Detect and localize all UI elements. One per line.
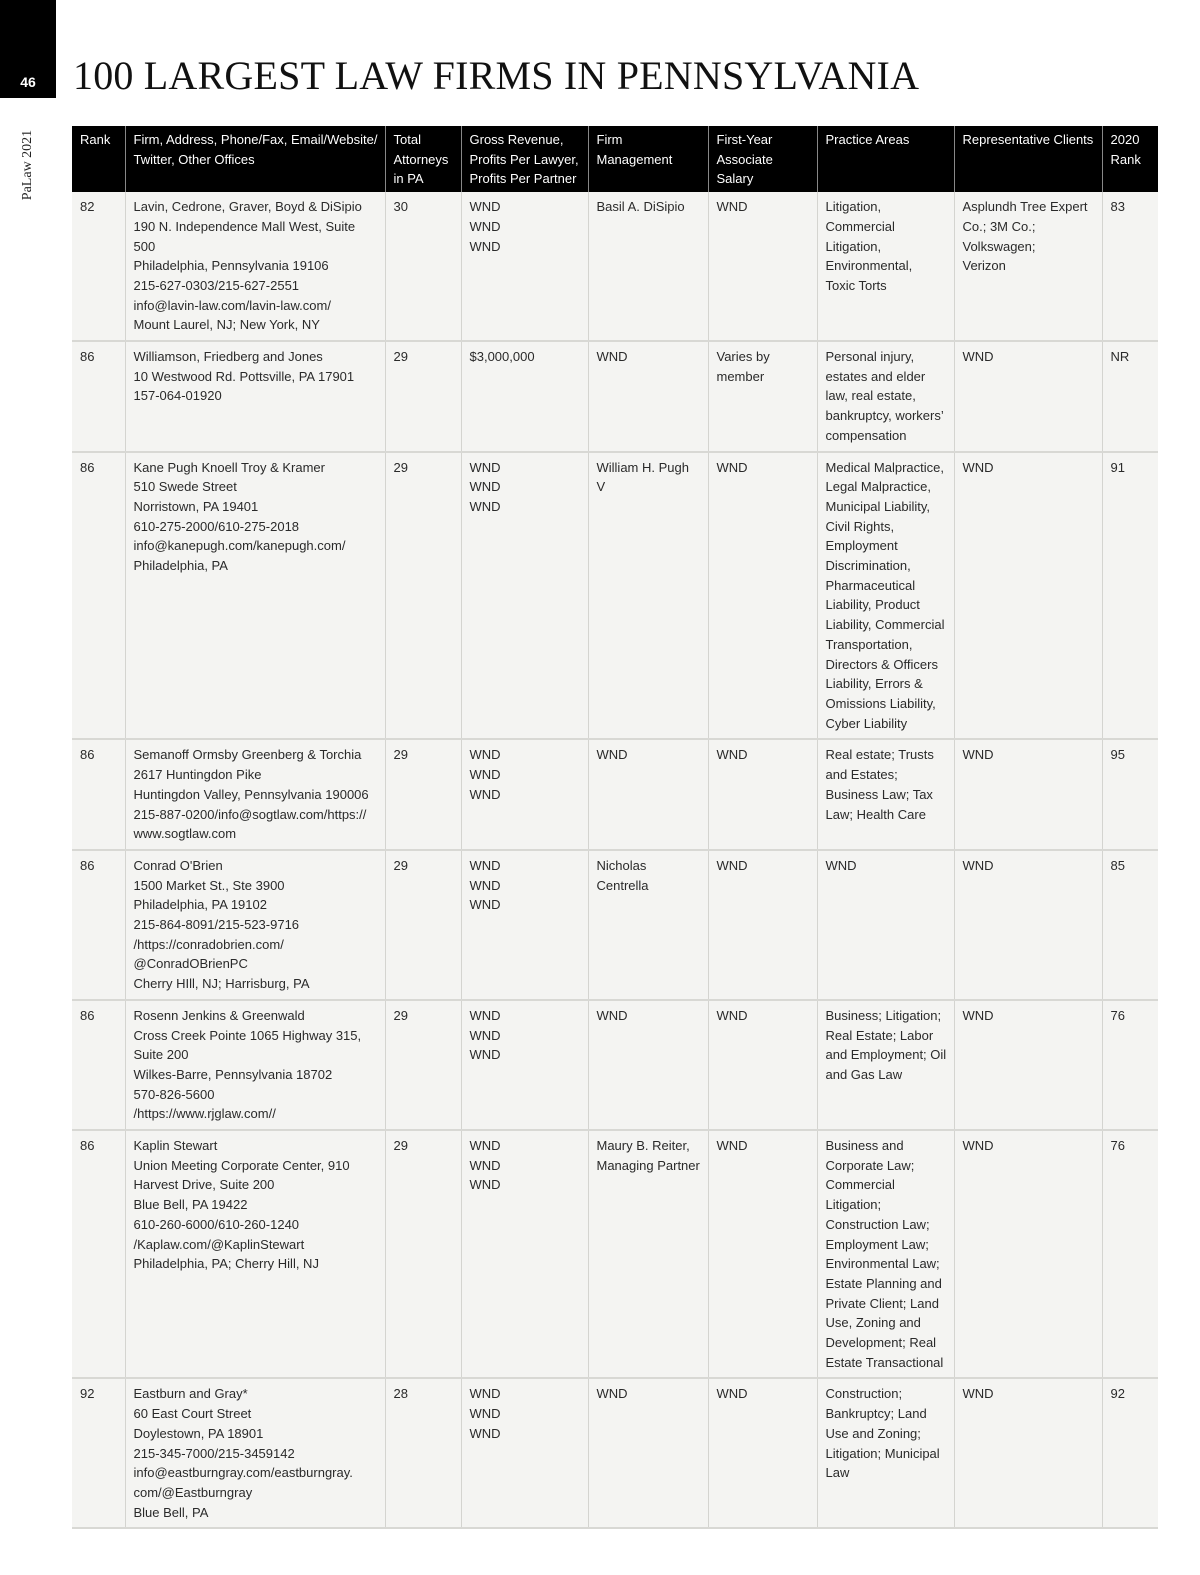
table-row <box>72 452 1158 740</box>
cell-firm: Lavin, Cedrone, Graver, Boyd & DiSipio 190 N. Independence Mall West, Suite 500 Philadelphia, Pennsylvania 19106 215-627-0303/215-627-2551 info@lavin-law.com/lavin-law.com/ Mount Laurel, NJ; New York, NY <box>125 192 385 341</box>
publication-side-label: PaLaw 2021 <box>20 129 35 201</box>
cell-rank2020: 76 <box>1102 1130 1158 1378</box>
column-header-revenue <box>461 126 588 192</box>
column-header-management <box>588 126 708 192</box>
cell-revenue: WND WND WND <box>461 452 588 740</box>
cell-salary: WND <box>708 850 817 1000</box>
cell-practice: Litigation, Commercial Litigation, Environmental, Toxic Torts <box>817 192 954 341</box>
cell-revenue: WND WND WND <box>461 1130 588 1378</box>
cell-firm: Kaplin Stewart Union Meeting Corporate Center, 910 Harvest Drive, Suite 200 Blue Bell, PA 19422 610-260-6000/610-260-1240 /Kaplaw.com/@KaplinStewart Philadelphia, PA; Cherry Hill, NJ <box>125 1130 385 1378</box>
column-header-line: Practice Areas <box>825 132 910 147</box>
cell-rank: 92 <box>72 1378 125 1528</box>
cell-revenue: WND WND WND <box>461 192 588 341</box>
table-row <box>72 1000 1158 1130</box>
cell-clients: WND <box>954 452 1102 740</box>
cell-rank: 86 <box>72 1130 125 1378</box>
column-header-line: Total <box>393 132 421 147</box>
cell-firm: Eastburn and Gray* 60 East Court Street Doylestown, PA 18901 215-345-7000/215-3459142 info@eastburngray.com/eastburngray. com/@Eastburngray Blue Bell, PA <box>125 1378 385 1528</box>
table-row <box>72 1130 1158 1378</box>
cell-firm: Kane Pugh Knoell Troy & Kramer 510 Swede Street Norristown, PA 19401 610-275-2000/610-275-2018 info@kanepugh.com/kanepugh.com/ Philadelphia, PA <box>125 452 385 740</box>
cell-clients: Asplundh Tree Expert Co.; 3M Co.; Volkswagen; Verizon <box>954 192 1102 341</box>
column-header-line: Firm, Address, Phone/Fax, Email/Website/ <box>133 132 378 147</box>
cell-salary: WND <box>708 452 817 740</box>
cell-revenue: WND WND WND <box>461 1000 588 1130</box>
cell-rank2020: 92 <box>1102 1378 1158 1528</box>
cell-revenue: WND WND WND <box>461 1378 588 1528</box>
cell-rank: 86 <box>72 341 125 452</box>
cell-clients: WND <box>954 1000 1102 1130</box>
cell-attorneys: 29 <box>385 739 461 850</box>
column-header-line: Firm <box>596 132 623 147</box>
cell-management: Nicholas Centrella <box>588 850 708 1000</box>
cell-rank: 86 <box>72 739 125 850</box>
column-header-line: Rank <box>1110 151 1141 167</box>
cell-salary: WND <box>708 1378 817 1528</box>
column-header-rank2020 <box>1102 126 1158 192</box>
cell-rank: 86 <box>72 850 125 1000</box>
cell-salary: WND <box>708 1130 817 1378</box>
cell-firm: Rosenn Jenkins & Greenwald Cross Creek Pointe 1065 Highway 315, Suite 200 Wilkes-Barre, Pennsylvania 18702 570-826-5600 /https://www.rjglaw.com// <box>125 1000 385 1130</box>
column-header-line: Management <box>596 151 673 167</box>
cell-management: Maury B. Reiter, Managing Partner <box>588 1130 708 1378</box>
column-header-practice <box>817 126 954 192</box>
cell-management: WND <box>588 739 708 850</box>
cell-attorneys: 30 <box>385 192 461 341</box>
cell-attorneys: 29 <box>385 341 461 452</box>
cell-clients: WND <box>954 341 1102 452</box>
cell-management: WND <box>588 341 708 452</box>
column-header-line: Salary <box>716 171 754 187</box>
table-row <box>72 1378 1158 1528</box>
cell-management: Basil A. DiSipio <box>588 192 708 341</box>
column-header-firm <box>125 126 385 192</box>
column-header-rank <box>72 126 125 192</box>
column-header-attorneys <box>385 126 461 192</box>
cell-salary: WND <box>708 1000 817 1130</box>
column-header-line: Attorneys <box>393 151 449 167</box>
column-header-line: Gross Revenue, <box>469 132 564 147</box>
cell-practice: Business and Corporate Law; Commercial Litigation; Construction Law; Employment Law; Environmental Law; Estate Planning and Private Client; Land Use, Zoning and Development; Real Estate Transactional <box>817 1130 954 1378</box>
cell-rank2020: 83 <box>1102 192 1158 341</box>
cell-attorneys: 29 <box>385 850 461 1000</box>
cell-rank: 86 <box>72 1000 125 1130</box>
cell-attorneys: 29 <box>385 1130 461 1378</box>
cell-practice: Medical Malpractice, Legal Malpractice, Municipal Liability, Civil Rights, Employment Discrimination, Pharmaceutical Liability, Product Liability, Commercial Transportation, Directors & Officers Liability, Errors & Omissions Liability, Cyber Liability <box>817 452 954 740</box>
cell-attorneys: 29 <box>385 452 461 740</box>
cell-practice: Construction; Bankruptcy; Land Use and Zoning; Litigation; Municipal Law <box>817 1378 954 1528</box>
cell-firm: Conrad O'Brien 1500 Market St., Ste 3900 Philadelphia, PA 19102 215-864-8091/215-523-9716 /https://conradobrien.com/ @ConradOBrienPC Cherry HIll, NJ; Harrisburg, PA <box>125 850 385 1000</box>
table-row <box>72 192 1158 341</box>
cell-revenue: WND WND WND <box>461 739 588 850</box>
column-header-line: 2020 <box>1110 132 1140 147</box>
column-header-line: Representative Clients <box>962 132 1094 147</box>
cell-clients: WND <box>954 1378 1102 1528</box>
cell-revenue: $3,000,000 <box>461 341 588 452</box>
cell-firm: Williamson, Friedberg and Jones 10 Westwood Rd. Pottsville, PA 17901 157-064-01920 <box>125 341 385 452</box>
column-header-salary <box>708 126 817 192</box>
cell-rank2020: 76 <box>1102 1000 1158 1130</box>
page-number-tab <box>0 0 56 98</box>
cell-attorneys: 28 <box>385 1378 461 1528</box>
table-body <box>72 192 1158 1528</box>
cell-rank2020: NR <box>1102 341 1158 452</box>
cell-clients: WND <box>954 739 1102 850</box>
cell-practice: Business; Litigation; Real Estate; Labor and Employment; Oil and Gas Law <box>817 1000 954 1130</box>
column-header-line: Profits Per Lawyer, <box>469 151 579 167</box>
cell-revenue: WND WND WND <box>461 850 588 1000</box>
cell-rank: 86 <box>72 452 125 740</box>
column-header-line: in PA <box>393 171 424 187</box>
column-header-line: Profits Per Partner <box>469 171 577 187</box>
cell-practice: Personal injury, estates and elder law, real estate, bankruptcy, workers’ compensation <box>817 341 954 452</box>
cell-salary: Varies by member <box>708 341 817 452</box>
cell-practice: WND <box>817 850 954 1000</box>
table-header-row <box>72 126 1158 192</box>
column-header-line: Twitter, Other Offices <box>133 151 255 167</box>
column-header-line: Associate <box>716 151 773 167</box>
column-header-clients <box>954 126 1102 192</box>
cell-salary: WND <box>708 739 817 850</box>
cell-management: William H. Pugh V <box>588 452 708 740</box>
table-row <box>72 739 1158 850</box>
table-row <box>72 341 1158 452</box>
page-number: 46 <box>20 74 36 90</box>
cell-management: WND <box>588 1378 708 1528</box>
column-header-line: First-Year <box>716 132 773 147</box>
cell-rank2020: 95 <box>1102 739 1158 850</box>
cell-practice: Real estate; Trusts and Estates; Business Law; Tax Law; Health Care <box>817 739 954 850</box>
cell-attorneys: 29 <box>385 1000 461 1130</box>
cell-rank: 82 <box>72 192 125 341</box>
cell-rank2020: 91 <box>1102 452 1158 740</box>
cell-management: WND <box>588 1000 708 1130</box>
column-header-line: Rank <box>80 132 111 147</box>
page-title: 100 LARGEST LAW FIRMS IN PENNSYLVANIA <box>73 53 920 98</box>
cell-firm: Semanoff Ormsby Greenberg & Torchia 2617 Huntingdon Pike Huntingdon Valley, Pennsylvania 190006 215-887-0200/info@sogtlaw.com/https:// www.sogtlaw.com <box>125 739 385 850</box>
cell-salary: WND <box>708 192 817 341</box>
law-firms-table <box>72 126 1158 1529</box>
cell-clients: WND <box>954 850 1102 1000</box>
cell-rank2020: 85 <box>1102 850 1158 1000</box>
cell-clients: WND <box>954 1130 1102 1378</box>
table-row <box>72 850 1158 1000</box>
